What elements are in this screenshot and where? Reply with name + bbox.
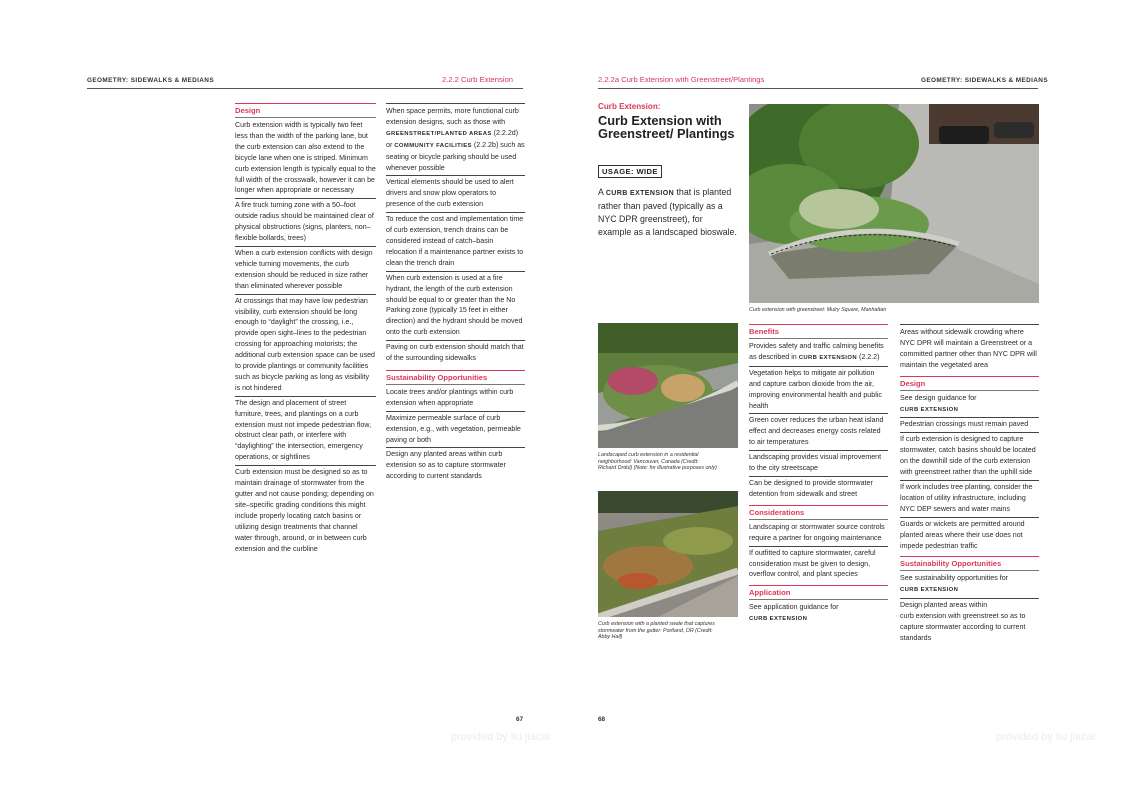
photo-caption: Curb extension with a planted swale that captures stormwater from the gutter: Portland, OR (Credit: Abby Hall) bbox=[598, 621, 715, 641]
text-run: curb extension with greenstreet bbox=[900, 612, 999, 621]
page-number-right: 68 bbox=[598, 716, 606, 723]
design-item: Guards or wickets are permitted around planted areas where their use does not impede pedestrian traffic bbox=[900, 519, 1025, 550]
text-run: (2.2.2d) or bbox=[386, 128, 519, 149]
text-run: A bbox=[598, 187, 606, 197]
consideration-item: Landscaping or stormwater source controls require a partner for ongoing maintenance bbox=[749, 520, 888, 547]
design-column bbox=[235, 103, 376, 556]
text-run: See design guidance for bbox=[900, 393, 977, 402]
sustainability-item: Locate trees and/or plantings within curb extension when appropriate bbox=[386, 385, 525, 412]
design-item: To reduce the cost and implementation time of curb extension, trench drains can be considered instead of catch–basin relocation if a maintenance partner exists to clean the trench drain bbox=[386, 213, 525, 272]
design-item: The design and placement of street furniture, trees, and plantings on a curb extension must not impede pedestrian flow, obstruct clear path, or interfere with “daylighting” the intersection, emergency operations, or sightlines bbox=[235, 397, 376, 466]
benefits-column bbox=[749, 324, 888, 627]
usage-badge bbox=[598, 161, 662, 179]
text-run: so as to capture stormwater according to current standards bbox=[900, 612, 1026, 642]
application-heading: Application bbox=[749, 585, 888, 600]
page-number-left: 67 bbox=[516, 716, 524, 723]
design-item: Vertical elements should be used to alert drivers and snow plow operators to presence of the curb extension bbox=[386, 176, 525, 213]
benefit-item: Green cover reduces the urban heat island effect and decreases energy costs related to air temperatures bbox=[749, 414, 888, 451]
benefit-item: Vegetation helps to mitigate air pollution and capture carbon dioxide from the air, improving environmental health and public health bbox=[749, 367, 888, 415]
text-run: that is planted rather than paved (typically as a NYC DPR greenstreet), for example as a landscaped bioswale. bbox=[598, 187, 737, 238]
photo-portland bbox=[598, 491, 738, 617]
term-curb-extension: CURB EXTENSION bbox=[798, 354, 857, 361]
design-item: A fire truck turning zone with a 50–foot outside radius should be maintained clear of physical obstructions (signs, planters, non–flexible bollards, trees) bbox=[235, 199, 376, 247]
considerations-heading: Considerations bbox=[749, 505, 888, 520]
term-curb-extension: CURB EXTENSION bbox=[900, 587, 959, 594]
kicker: Curb Extension: bbox=[598, 102, 661, 111]
section-header: 2.2.2 Curb Extension bbox=[442, 75, 513, 84]
sustainability-item bbox=[900, 571, 1039, 599]
term-greenstreet: GREENSTREET/PLANTED AREAS bbox=[386, 130, 492, 137]
page-title: Curb Extension with Greenstreet/ Plantings bbox=[598, 113, 735, 142]
photo-greenstreet-main bbox=[749, 104, 1039, 303]
application-item: Areas without sidewalk crowding where NYC DPR will maintain a Greenstreet or a committed partner other than NYC DPR will maintain the vegetated area bbox=[900, 328, 1037, 369]
design-item: If work includes tree planting, consider the location of utility infrastructure, including NYC DEP sewers and water mains bbox=[900, 481, 1039, 518]
benefits-heading: Benefits bbox=[749, 324, 888, 339]
watermark-right: provided by liu jiacai bbox=[996, 731, 1096, 743]
section-header: 2.2.2a Curb Extension with Greenstreet/Plantings bbox=[598, 75, 765, 84]
benefit-item: Landscaping provides visual improvement to the city streetscape bbox=[749, 451, 888, 477]
running-header-right: GEOMETRY: SIDEWALKS & MEDIANS bbox=[921, 77, 1048, 84]
benefit-item: Can be designed to provide stormwater detention from sidewalk and street bbox=[749, 478, 873, 498]
term-curb-extension: CURB EXTENSION bbox=[900, 406, 959, 413]
design-item: If curb extension is designed to capture stormwater, catch basins should be located on the downhill side of the curb extension with greenstreet rather than the uphill side bbox=[900, 433, 1039, 481]
design-item: Paving on curb extension should match that of the surrounding sidewalks bbox=[386, 343, 524, 363]
design-item: Curb extension width is typically two feet less than the width of the parking lane, but the curb extension can also extend to the bicycle lane when one is striped. Minimum curb extension length is typically equal to the full width of the crosswalk, however it can be longer when appropriate or necessary bbox=[235, 118, 376, 199]
design-item: Pedestrian crossings must remain paved bbox=[900, 418, 1039, 433]
watermark-left: provided by liu jiacai bbox=[451, 731, 551, 743]
running-header-left: GEOMETRY: SIDEWALKS & MEDIANS bbox=[87, 77, 214, 84]
design-column-right bbox=[900, 324, 1039, 646]
usage-label: USAGE: WIDE bbox=[598, 165, 662, 178]
design-heading: Design bbox=[900, 376, 1039, 391]
term-curb-extension: CURB EXTENSION bbox=[749, 616, 808, 623]
benefit-item bbox=[749, 339, 888, 367]
design-item: Curb extension must be designed so as to maintain drainage of stormwater from the gutter and not cause ponding; depending on site–specific grading conditions this might include properly locating catch basins or utilizing design treatments that channel water through, around, or in between curb extension and the curbline bbox=[235, 468, 374, 553]
design-item: When a curb extension conflicts with design vehicle turning movements, the curb extension should be reduced in size rather than eliminated wherever possible bbox=[235, 247, 376, 295]
consideration-item: If outfitted to capture stormwater, careful consideration must be given to design, overflow control, and plant species bbox=[749, 548, 876, 579]
text-run: Design planted areas within bbox=[900, 601, 988, 610]
sustainability-item: Maximize permeable surface of curb extension, e.g., with vegetation, permeable paving or both bbox=[386, 412, 525, 449]
sustainability-heading: Sustainability Opportunities bbox=[900, 556, 1039, 571]
photo-vancouver bbox=[598, 323, 738, 448]
sustainability-heading: Sustainability Opportunities bbox=[386, 370, 525, 385]
sustainability-item: Design any planted areas within curb extension so as to capture stormwater according to current standards bbox=[386, 450, 506, 481]
text-run: (2.2.2) bbox=[856, 352, 880, 361]
photo-caption: Curb extension with greenstreet: Mulry Square, Manhattan bbox=[749, 307, 887, 313]
text-run: When space permits, more functional curb extension designs, such as those with bbox=[386, 107, 519, 126]
header-rule bbox=[87, 88, 523, 89]
design-column-2 bbox=[386, 103, 525, 484]
term-curb-extension: CURB EXTENSION bbox=[605, 190, 675, 197]
text-run: See application guidance for bbox=[749, 603, 839, 612]
intro-text bbox=[598, 186, 738, 239]
header-rule bbox=[598, 88, 1038, 89]
design-item: When curb extension is used at a fire hydrant, the length of the curb extension should be equal to or greater than the No Parking zone (typically 15 feet in either direction) and the hydrant should be moved onto the curb extension bbox=[386, 272, 525, 341]
photo-caption: Landscaped curb extension in a residential neighborhood: Vancouver, Canada (Credit: Richard Drdul) (Note: for illustrative purposes only) bbox=[598, 452, 717, 472]
text-run: See sustainability opportunities for bbox=[900, 574, 1009, 583]
design-item: At crossings that may have low pedestrian visibility, curb extension should be long enough to “daylight” the crossing, i.e., provide open sight–lines to the pedestrian crossing for approaching motorists; the additional curb extension space can be used to provide plantings or community facilities such as bicycle parking as long as visibility is not hindered bbox=[235, 295, 376, 397]
design-item bbox=[386, 104, 525, 176]
term-community-facilities: COMMUNITY FACILITIES bbox=[394, 142, 472, 149]
text-run: Provides safety and traffic calming benefits as described in bbox=[749, 342, 884, 361]
design-heading: Design bbox=[235, 103, 376, 118]
application-item bbox=[749, 600, 888, 627]
text-run: (2.2.2b) such as seating or bicycle parking should be used whenever possible bbox=[386, 140, 525, 172]
design-item bbox=[900, 391, 1039, 419]
sustainability-item bbox=[900, 599, 1039, 646]
